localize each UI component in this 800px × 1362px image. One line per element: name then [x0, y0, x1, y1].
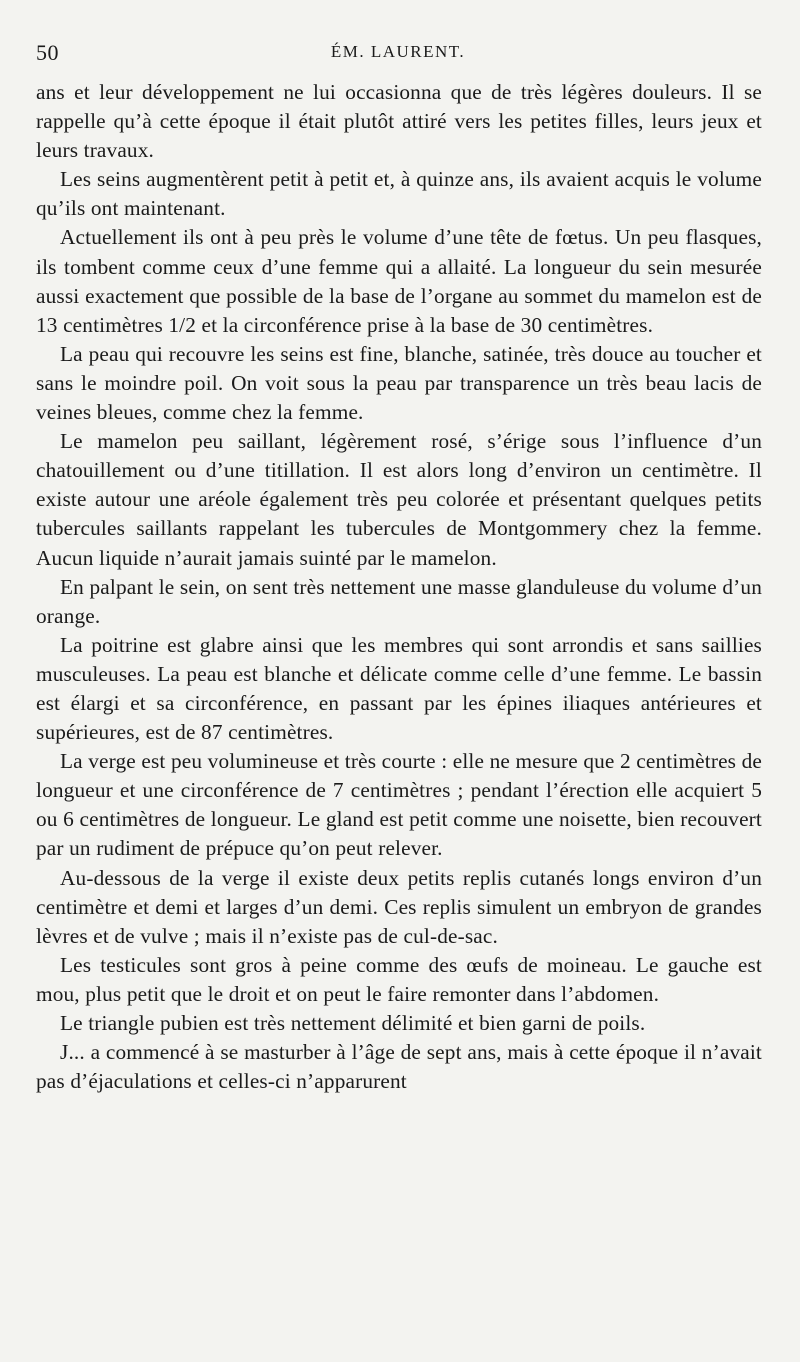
paragraph-1: ans et leur développement ne lui occasionna que de très légères douleurs. Il se rappelle qu’à cette époque il était plutôt attiré vers les petites filles, leurs jeux et leurs travaux.: [36, 80, 762, 163]
paragraph-12: J... a commencé à se masturber à l’âge de sept ans, mais à cette époque il n’avait pas d’éjaculations et celles-ci n’apparurent: [36, 1040, 762, 1094]
paragraph-9: Au-dessous de la verge il existe deux petits replis cutanés longs environ d’un centimètre et demi et larges d’un demi. Ces replis simulent un embryon de grandes lèvres et de vulve ; mais il n’existe pas de cul-de-sac.: [36, 865, 762, 948]
paragraph-3: Actuellement ils ont à peu près le volume d’une tête de fœtus. Un peu flasques, ils tombent comme ceux d’une femme qui a allaité. La longueur du sein mesurée aussi exactement que possible de la base de l’organe au sommet du mamelon est de 13 centimètres 1/2 et la circonférence prise à la base de 30 centimètres.: [36, 225, 762, 337]
paragraph-7: La poitrine est glabre ainsi que les membres qui sont arrondis et sans saillies musculeuses. La peau est blanche et délicate comme celle d’une femme. Le bassin est élargi et sa circonférence, en passant par les épines iliaques antérieures et supérieures, est de 87 centimètres.: [36, 632, 762, 745]
paragraph-10: Les testicules sont gros à peine comme des œufs de moineau. Le gauche est mou, plus petit que le droit et on peut le faire remonter dans l’abdomen.: [36, 952, 762, 1006]
paragraph-5: Le mamelon peu saillant, légèrement rosé, s’érige sous l’influence d’un chatouillement ou d’une titillation. Il est alors long d’environ un centimètre. Il existe autour une aréole également très peu colorée et présentant quelques petits tubercules saillants rappelant les tubercules de Montgommery chez la femme. Aucun liquide n’aurait jamais suinté par le mamelon.: [36, 429, 762, 570]
paragraph-4: La peau qui recouvre les seins est fine, blanche, satinée, très douce au toucher et sans le moindre poil. On voit sous la peau par transparence un très beau lacis de veines bleues, comme chez la femme.: [36, 341, 762, 425]
paragraph-11: Le triangle pubien est très nettement délimité et bien garni de poils.: [60, 1011, 646, 1035]
running-head: ÉM. LAURENT.: [330, 42, 466, 61]
page-header: [36, 40, 760, 70]
paragraph-8: La verge est peu volumineuse et très courte : elle ne mesure que 2 centimètres de longueur et une circonférence de 7 centimètres ; pendant l’érection elle acquiert 5 ou 6 centimètres de longueur. Le gland est petit comme une noisette, bien recouvert par un rudiment de prépuce qu’on peut relever.: [36, 749, 762, 861]
body-text: [36, 78, 762, 1096]
page-number: 50: [36, 40, 59, 65]
paragraph-6: En palpant le sein, on sent très nettement une masse glanduleuse du volume d’un orange.: [36, 574, 762, 628]
paragraph-2: Les seins augmentèrent petit à petit et, à quinze ans, ils avaient acquis le volume qu’ils ont maintenant.: [36, 167, 762, 221]
